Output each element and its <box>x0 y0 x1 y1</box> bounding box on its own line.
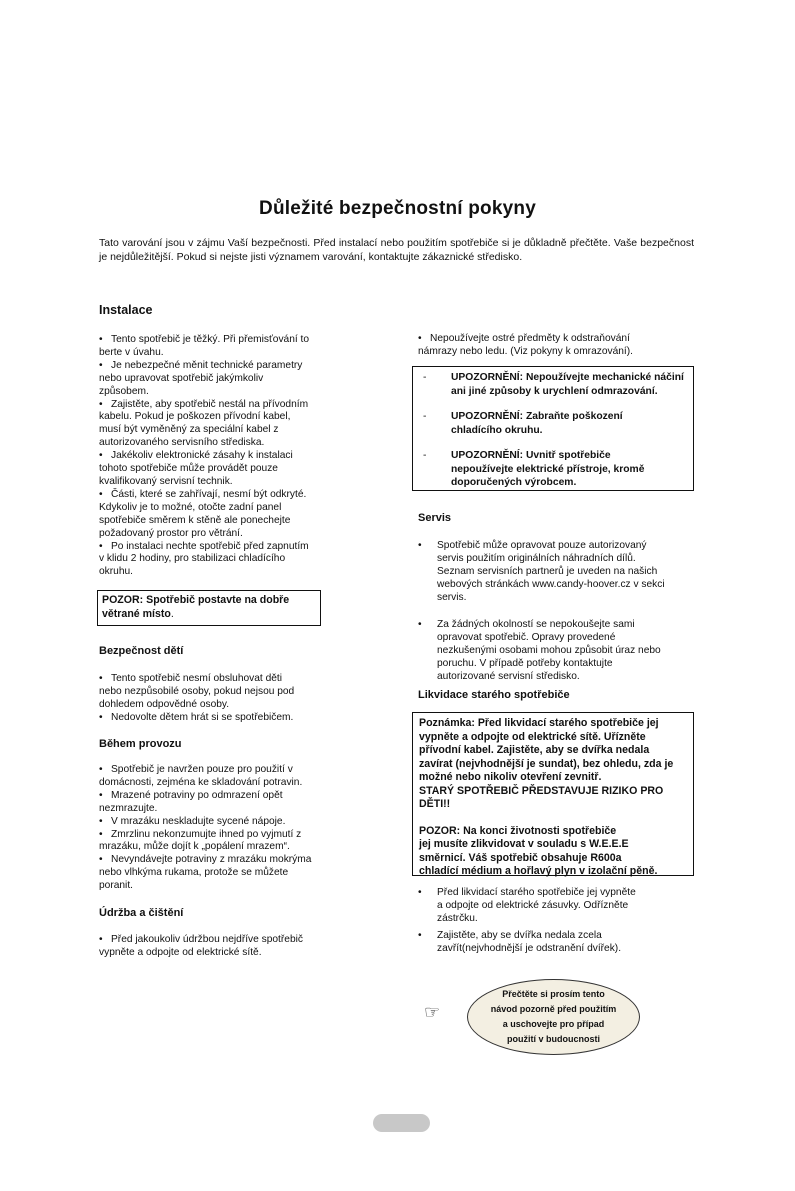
warning-item: - UPOZORNĚNÍ: Nepoužívejte mechanické náčiní ani jiné způsoby k urychlení odmrazování. <box>423 372 684 397</box>
bullet: • <box>418 930 422 941</box>
text-line: kvalifikovaný servisní technik. <box>99 475 233 487</box>
bullet: • <box>99 673 103 684</box>
heading-provoz: Během provozu <box>99 738 182 750</box>
text-line: • Před jakoukoliv údržbou nejdříve spotřebič <box>99 934 303 945</box>
likvidace-list <box>418 886 703 955</box>
text-line: • Nedovolte dětem hrát si se spotřebičem. <box>99 711 294 723</box>
text-line: • Zajistěte, aby spotřebič nestál na přívodním <box>99 398 309 410</box>
notice-line: zavírat (nejvhodnější je sundat), bez ohledu, zda je <box>419 757 674 770</box>
bullet: • <box>99 488 103 500</box>
bullet: • <box>99 540 103 552</box>
notice-line: DĚTI!! <box>419 798 451 810</box>
list-item: • Za žádných okolností se nepokoušejte sami opravovat spotřebič. Opravy provedené nezkušenými osobami mohou způsobit úraz nebo poruchu. V případě potřeby kontaktujte autorizované servisní středisko. <box>418 619 661 682</box>
text-line: Kdykoliv je to možné, otočte zadní panel <box>99 501 282 513</box>
list-item: • Zajistěte, aby se dvířka nedala zcela zavřít(nejvhodnější je odstranění dvířek). <box>418 930 622 954</box>
heading-instalace: Instalace <box>99 303 153 317</box>
pozor-label: POZOR <box>102 594 140 606</box>
text-line: • Tento spotřebič nesmí obsluhovat děti <box>99 673 283 684</box>
bullet: • <box>99 934 103 945</box>
text-line: nebo vlhkýma rukama, protože se můžete <box>99 867 289 879</box>
text-line: • Tento spotřebič je těžký. Při přemisťování to <box>99 334 310 345</box>
text-line: • Mrazené potraviny po odmrazení opět <box>99 789 283 801</box>
text-line: dohledem odpovědné osoby. <box>99 698 230 710</box>
list-item: • Spotřebič může opravovat pouze autorizovaný servis použitím originálních náhradních dílů. Seznam servisních partnerů je uveden na našich webových stránkách www.candy-hoover.cz v sekci servis. <box>418 540 665 603</box>
text-line: • Zmrzlinu nekonzumujte ihned po vyjmutí z <box>99 828 302 840</box>
text-line: námrazy nebo ledu. (Viz pokyny k omrazování). <box>418 345 633 357</box>
text-line: okruhu. <box>99 566 133 578</box>
bullet: • <box>99 815 103 827</box>
text-line: berte v úvahu. <box>99 346 164 358</box>
list-item: • Před likvidací starého spotřebiče jej vypněte a odpojte od elektrické zásuvky. Odřízněte zástrčku. <box>418 887 636 924</box>
bullet: • <box>99 450 103 462</box>
text-line: • V mrazáku neskladujte sycené nápoje. <box>99 815 286 827</box>
notice-line: směrnicí. Váš spotřebič obsahuje R600a <box>419 851 622 864</box>
bullet: • <box>418 540 422 551</box>
text-line: spotřebiče směrem k stěně ale ponechejte <box>99 514 291 526</box>
text-line: nebo nezpůsobilé osoby, pokud nejsou pod <box>99 685 295 697</box>
text-line: • Je nebezpečné měnit technické parametry <box>99 359 303 371</box>
warning-item: - UPOZORNĚNÍ: Uvnitř spotřebiče nepoužívejte elektrické přístroje, kromě doporučených výrobcem. <box>423 450 645 488</box>
notice-line: přívodní kabel. Zajistěte, aby se dvířka nedala <box>419 744 650 756</box>
notice-line: STARÝ SPOTŘEBIČ PŘEDSTAVUJE RIZIKO PRO <box>419 784 664 797</box>
bullet: • <box>99 764 103 775</box>
udrzba-text <box>99 934 349 960</box>
instalace-text <box>99 334 349 579</box>
bullet: • <box>99 398 103 410</box>
text-line: požadovaný prostor pro větrání. <box>99 527 243 539</box>
bullet: • <box>99 789 103 801</box>
notice-line: POZOR: Na konci životnosti spotřebiče <box>419 824 617 837</box>
text-line: mrazáku, může dojít k „popálení mrazem“. <box>99 841 290 853</box>
ostre-text <box>418 333 703 359</box>
notice-line <box>419 812 687 825</box>
servis-list <box>418 539 703 683</box>
bullet: • <box>418 333 422 344</box>
text-line: nebo upravovat spotřebič jakýmkoliv <box>99 372 264 384</box>
bullet: • <box>418 619 422 630</box>
heading-deti: Bezpečnost dětí <box>99 645 184 657</box>
text-line: • Po instalaci nechte spotřebič před zapnutím <box>99 540 309 552</box>
heading-likvidace: Likvidace starého spotřebiče <box>418 689 570 701</box>
notice-line: možné nebo nikoliv otevření zevnitř. <box>419 771 602 783</box>
text-line: musí být vyměněný za speciální kabel z <box>99 424 279 436</box>
upozorneni-box <box>412 366 694 491</box>
provoz-text <box>99 764 349 893</box>
bullet: • <box>99 359 103 371</box>
page-number-tab <box>373 1114 430 1132</box>
text-line: kabelu. Pokud je poškozen přívodní kabel, <box>99 411 291 423</box>
text-line: domácnosti, zejména ke skladování potravin. <box>99 776 303 788</box>
likvidace-notice-box <box>412 712 694 876</box>
bullet: • <box>99 334 103 345</box>
text-line: vypněte a odpojte od elektrické sítě. <box>99 946 262 958</box>
deti-text <box>99 673 349 725</box>
text-line: poranit. <box>99 880 133 892</box>
bullet: • <box>418 887 422 898</box>
page-title: Důležité bezpečnostní pokyny <box>259 198 536 219</box>
text-line: • Nevyndávejte potraviny z mrazáku mokrýma <box>99 854 312 866</box>
text-line: autorizovaného servisního střediska. <box>99 437 265 449</box>
notice-line: vypněte a odpojte od elektrické sítě. Uřízněte <box>419 730 646 743</box>
text-line: • Části, které se zahřívají, nesmí být odkryté. <box>99 488 307 500</box>
notice-line: chladící médium a hořlavý plyn v izolační pěně. <box>419 865 658 877</box>
text-line: • Jakékoliv elektronické zásahy k instalaci <box>99 450 293 462</box>
text-line: • Nepoužívejte ostré předměty k odstraňování <box>418 333 630 344</box>
text-line: nezmrazujte. <box>99 802 158 814</box>
text-line: • Spotřebič je navržen pouze pro použití v <box>99 764 293 775</box>
pozor-box: POZOR: Spotřebič postavte na dobře větrané místo. <box>97 590 321 626</box>
reminder-oval <box>467 979 640 1055</box>
text-line: v klidu 2 hodiny, pro stabilizaci chladícího <box>99 553 286 565</box>
notice-line: Poznámka: Před likvidací starého spotřebiče jej <box>419 717 659 729</box>
bullet: • <box>99 854 103 866</box>
bullet: • <box>99 828 103 840</box>
pointing-hand-icon: ☞ <box>424 1002 441 1022</box>
reminder-text: Přečtěte si prosím tento návod pozorně před použitím a uschovejte pro případ použití v budoucnosti <box>490 989 617 1044</box>
heading-udrzba: Údržba a čištění <box>99 907 184 919</box>
text-line: tohoto spotřebiče může provádět pouze <box>99 463 278 475</box>
bullet: • <box>99 711 103 723</box>
heading-servis: Servis <box>418 512 452 524</box>
intro-paragraph: Tato varování jsou v zájmu Vaší bezpečnosti. Před instalací nebo použitím spotřebiče si je důkladně přečtěte. Vaše bezpečnost je nejdůležitější. Pokud si nejste jisti významem varování, kontaktujte zákaznické středisko. <box>99 237 694 263</box>
text-line: způsobem. <box>99 385 149 397</box>
notice-line: jej musíte zlikvidovat v souladu s W.E.E.E <box>419 838 629 850</box>
warning-item: - UPOZORNĚNÍ: Zabraňte poškození chladícího okruhu. <box>423 411 623 436</box>
